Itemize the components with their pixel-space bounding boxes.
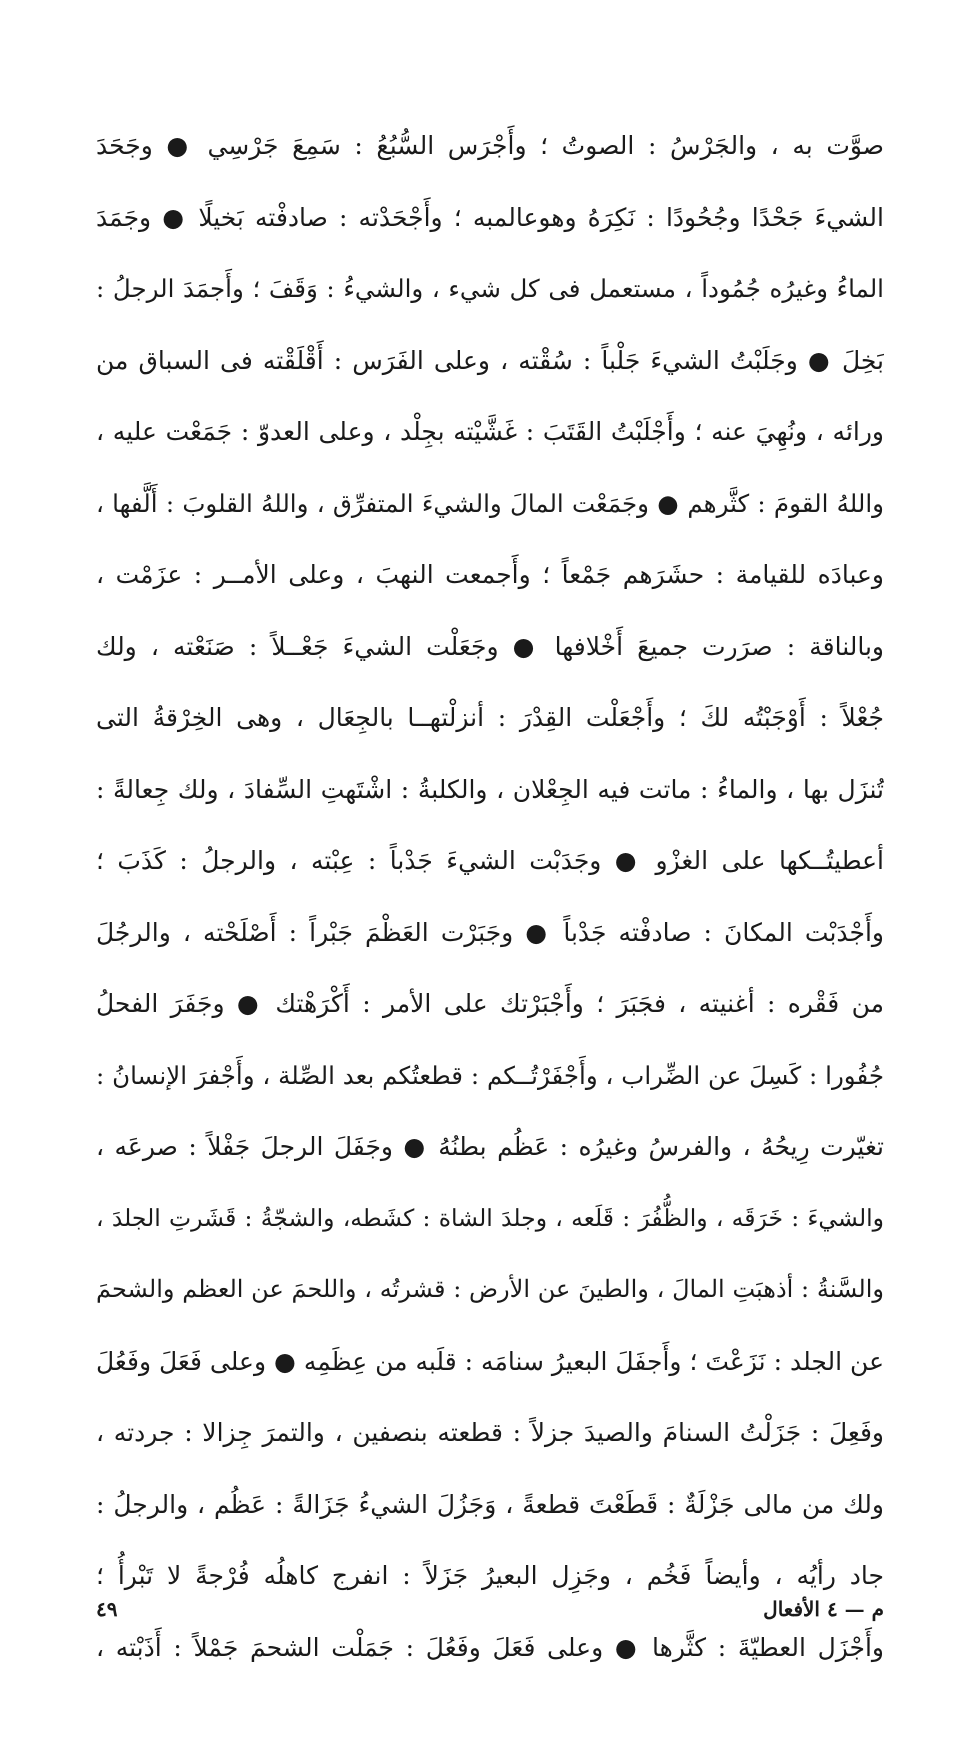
text-line: والشيءَ : خَرَقَه ، والظُّفُرَ : قَلَعه ، وجلدَ الشاة : كشَطه، والشجّةُ : قَشَرتِ الجلدَ ،: [96, 1203, 884, 1232]
text-line: وأَجْدَبْت المكانَ : صادفْته جَدْباً ● وجَبَرْت العَظْمَ جَبْراً : أَصْلَحْته ، والرجُلَ: [96, 917, 884, 947]
text-line: جُفُورا : كَسِلَ عن الضِّراب ، وأَجْفَرْتُــكم : قطعتُكم بعد الصِّلة ، وأَجْفرَ الإنسانُ :: [96, 1060, 884, 1090]
page-number: ٤٩: [96, 1597, 118, 1621]
body-text: [96, 110, 884, 1683]
text-line: وأَجْزَل العطيّةَ : كثَّرها ● وعلى فَعَلَ وفَعُلَ : جَمَلْت الشحمَ جَمْلاً : أَذَبْته ،: [96, 1632, 884, 1662]
text-line: الشيءَ جَحْدًا وجُحُودًا : نَكِرَهُ وهوعالمبه ؛ وأَجْحَدْته : صادفْته بَخيلًا ● وجَمَدَ: [96, 202, 884, 232]
text-line: جاد رأيُه ، وأيضاً فَخُم ، وجَزِل البعيرُ جَزَلاً : انفرج كاهلُه فُرْجةً لا تَبْرأُ ؛: [96, 1561, 884, 1590]
text-line: من فَقْره : أغنيته ، فجَبَرَ ؛ وأَجْبَرْتك على الأمر : أَكْرَهْتك ● وجَفَرَ الفحلُ: [96, 989, 884, 1018]
text-line: وبالناقة : صرَرت جميعَ أَخْلافها ● وجَعَلْت الشيءَ جَعْــلاً : صَنَعْته ، ولك: [96, 631, 884, 661]
text-line: والسَّنةُ : أذهبَتِ المالَ ، والطينَ عن الأرض : قشرتُه ، واللحمَ عن العظم والشحمَ: [96, 1275, 884, 1303]
text-line: واللهُ القومَ : كثَّرهم ● وجَمَعْت المالَ والشيءَ المتفرِّق ، واللهُ القلوبَ : أَلَّفها ،: [96, 488, 884, 518]
text-line: صوَّت به ، والجَرْسُ : الصوتُ ؛ وأَجْرَس السُّبُعُ : سَمِعَ جَرْسِي ● وجَحَدَ: [96, 131, 884, 160]
page-footer: [96, 1597, 884, 1637]
text-line: بَخِلَ ● وجَلَبْتُ الشيءَ جَلْباً : سُقْته ، وعلى الفَرَس : أَقْلَقْته فى السباق من: [96, 345, 884, 375]
text-line: الماءُ وغيرُه جُمُوداً ، مستعمل فى كل شيء ، والشيءُ : وَقَفَ ؛ وأَجمَدَ الرجلُ :: [96, 274, 884, 303]
text-line: وعبادَه للقيامة : حشَرَهم جَمْعاً ؛ وأَجمعت النهبَ ، وعلى الأمــر : عزَمْت ،: [96, 560, 884, 589]
text-line: أعطيتُــكها على الغزْو ● وجَدَبْت الشيءَ جَدْباً : عِبْته ، والرجلُ : كَذَبَ ؛: [96, 846, 884, 875]
text-line: ولك من مالى جَزْلَةٌ : قَطَعْتَ قطعةً ، وَجَزُلَ الشيءُ جَزَالةً : عَظُم ، والرجلُ :: [96, 1489, 884, 1519]
text-line: وفَعِلَ : جَزَلْتُ السنامَ والصيدَ جزلاً : قطعته بنصفين ، والتمرَ جِزالا : جردته ،: [96, 1418, 884, 1447]
signature-mark: م — ٤ الأفعال: [763, 1597, 884, 1621]
text-line: عن الجلد : نَزَعْتَ ؛ وأَجفَلَ البعيرُ سنامَه : قلَبه من عِظَمِه ● وعلى فَعَلَ وفَعُلَ: [96, 1346, 884, 1376]
text-line: جُعْلاً : أَوْجَبْتُه لكَ ؛ وأَجْعَلْت القِدْرَ : أنزلْتهــا بالجِعَال ، وهى الخِرْقةُ التى: [96, 703, 884, 732]
text-line: ورائه ، ونُهِيَ عنه ؛ وأَجْلَبْتُ القَتَبَ : غَشَّيْته بجِلْد ، وعلى العدوّ : جَمَعْت عليه ،: [96, 417, 884, 446]
text-line: تُنزَل بها ، والماءُ : ماتت فيه الجِعْلان ، والكلبةُ : اشْتَهتِ السِّفادَ ، ولك جِعالةً :: [96, 774, 884, 804]
text-line: تغيّرت رِيحُهُ ، والفرسُ وغيرُه : عَظُم بطنُهُ ● وجَفَلَ الرجلَ جَفْلاً : صرعَه ،: [96, 1132, 884, 1161]
